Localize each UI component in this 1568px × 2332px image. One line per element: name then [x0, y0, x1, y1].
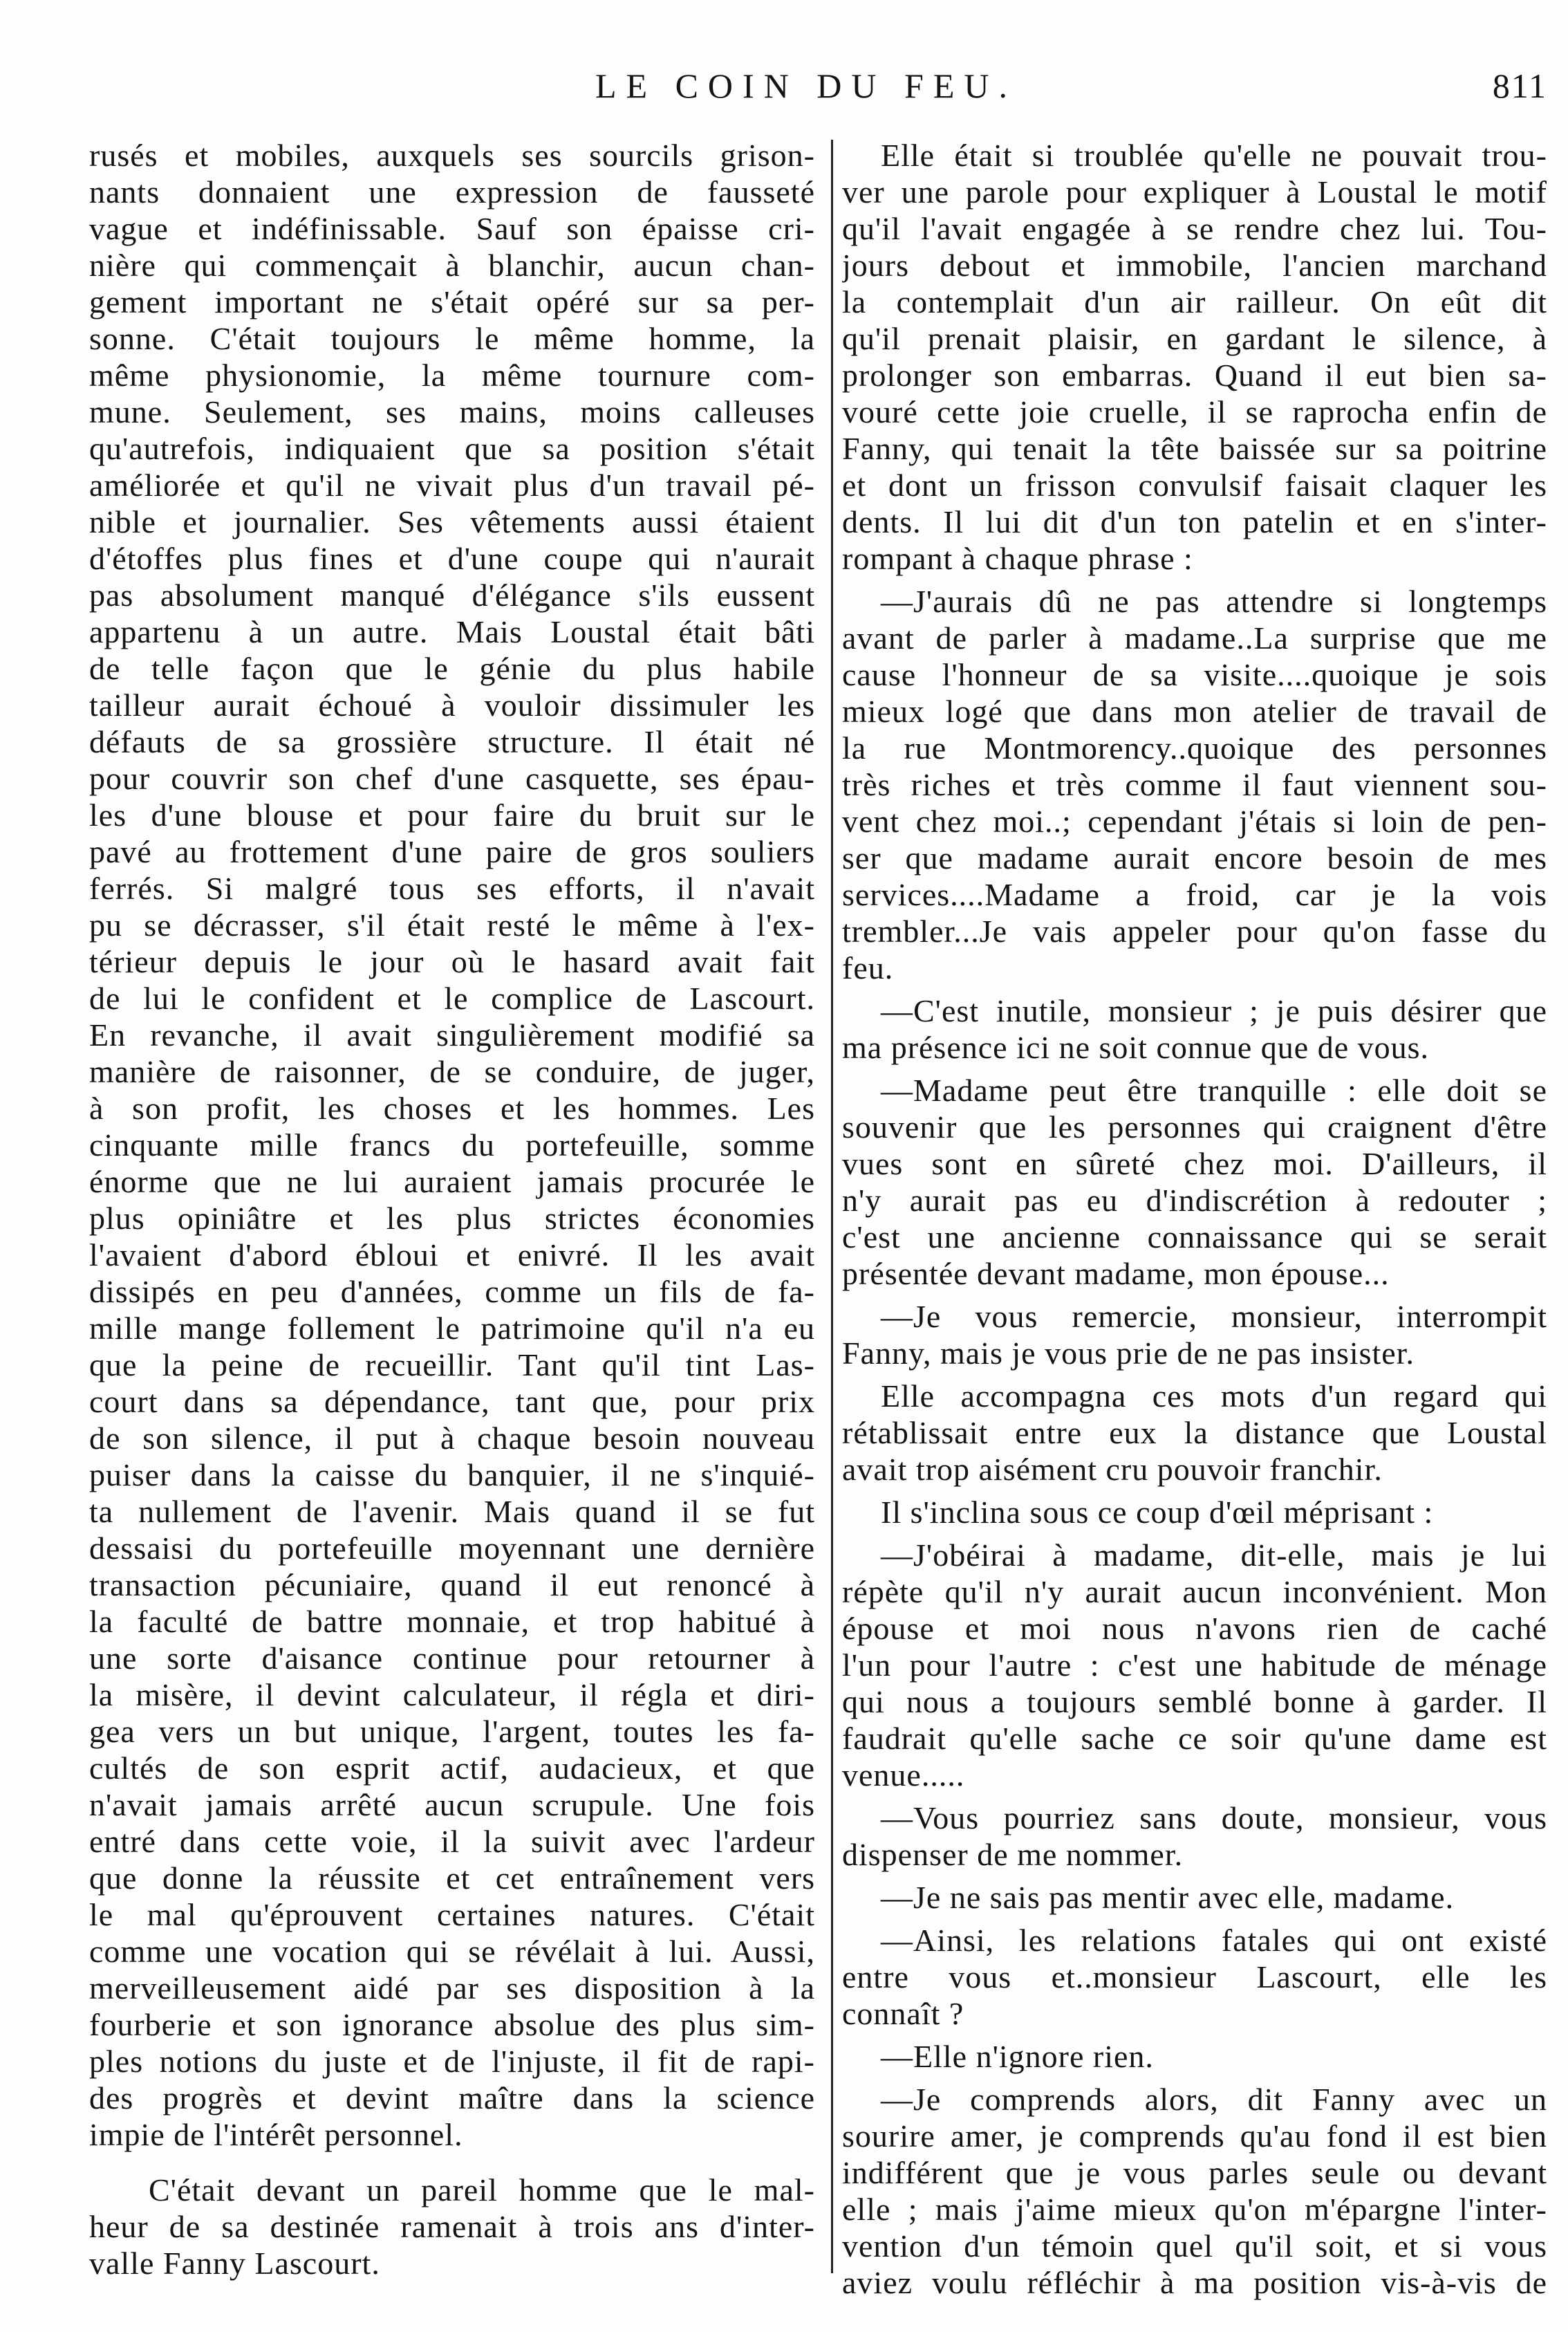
text-line: —Madame peut être tranquille : elle doit se [881, 1073, 1547, 1108]
text-line: faudrait qu'elle sache ce soir qu'une dame est [842, 1721, 1547, 1756]
text-line: la faculté de battre monnaie, et trop habitué à [89, 1604, 815, 1639]
text-line: la contemplait d'un air railleur. On eût dit [842, 284, 1547, 320]
text-line: nière qui commençait à blanchir, aucun chan- [89, 248, 815, 283]
page-number: 811 [1492, 66, 1547, 105]
text-line: vent chez moi..; cependant j'étais si loin de pen- [842, 804, 1547, 839]
text-line: prolonger son embarras. Quand il eut bien sa- [842, 358, 1547, 393]
text-line: C'était devant un pareil homme que le mal- [149, 2172, 815, 2208]
text-line: dents. Il lui dit d'un ton patelin et en s'inter- [842, 504, 1547, 539]
text-line: de telle façon que le génie du plus habile [89, 651, 815, 686]
text-line: avant de parler à madame..La surprise que me [842, 620, 1547, 656]
text-line: Fanny, qui tenait la tête baissée sur sa poitrine [842, 431, 1547, 466]
text-line: Il s'inclina sous ce coup d'œil méprisant : [881, 1494, 1434, 1530]
paragraph [842, 2081, 1547, 2301]
paragraph [842, 1298, 1547, 1371]
paragraph [842, 2038, 1547, 2075]
text-line: énorme que ne lui auraient jamais procurée le [89, 1164, 815, 1199]
text-line: merveilleusement aidé par ses disposition à la [89, 1970, 815, 2006]
text-line: présentée devant madame, mon épouse... [842, 1256, 1390, 1291]
text-line: vague et indéfinissable. Sauf son épaisse cri- [89, 211, 815, 246]
text-line: des progrès et devint maître dans la science [89, 2080, 815, 2116]
paragraph [89, 137, 815, 2153]
text-line: connaît ? [842, 1996, 964, 2031]
text-line: c'est une ancienne connaissance qui se serait [842, 1219, 1547, 1255]
text-line: que la peine de recueillir. Tant qu'il tint Las- [89, 1347, 815, 1382]
text-line: trembler...Je vais appeler pour qu'on fasse du [842, 914, 1547, 949]
text-line: feu. [842, 950, 894, 985]
text-line: Elle était si troublée qu'elle ne pouvait trou- [881, 138, 1547, 173]
text-line: comme une vocation qui se révélait à lui. Aussi, [89, 1934, 815, 1969]
text-line: entré dans cette voie, il la suivit avec l'ardeur [89, 1824, 815, 1859]
text-line: améliorée et qu'il ne vivait plus d'un travail pé- [89, 468, 815, 503]
text-line: valle Fanny Lascourt. [89, 2246, 380, 2281]
text-line: transaction pécuniaire, quand il eut renoncé à [89, 1567, 815, 1602]
text-line: venue..... [842, 1757, 965, 1793]
paragraph [842, 137, 1547, 577]
paragraph [842, 1378, 1547, 1488]
paragraph [842, 1072, 1547, 1292]
text-line: dispenser de me nommer. [842, 1837, 1184, 1872]
text-line: entre vous et..monsieur Lascourt, elle les [842, 1959, 1547, 1995]
text-line: même physionomie, la même tournure com- [89, 358, 815, 393]
text-line: répète qu'il n'y aurait aucun inconvénient. Mon [842, 1574, 1547, 1609]
text-line: ta nullement de l'avenir. Mais quand il se fut [89, 1494, 815, 1529]
text-line: une sorte d'aisance continue pour retourner à [89, 1640, 815, 1676]
column-divider [831, 140, 833, 2273]
text-line: défauts de sa grossière structure. Il était né [89, 724, 815, 759]
text-line: rompant à chaque phrase : [842, 541, 1193, 576]
text-line: d'étoffes plus fines et d'une coupe qui n'aurait [89, 541, 815, 576]
text-line: —Elle n'ignore rien. [881, 2039, 1154, 2074]
text-line: de son silence, il put à chaque besoin nouveau [89, 1421, 815, 1456]
text-line: mieux logé que dans mon atelier de travail de [842, 694, 1547, 729]
paragraph [842, 1799, 1547, 1873]
text-line: n'avait jamais arrêté aucun scrupule. Une fois [89, 1787, 815, 1822]
text-line: ver une parole pour expliquer à Loustal le motif [842, 174, 1547, 210]
text-line: jours debout et immobile, l'ancien marchand [842, 248, 1547, 283]
text-line: dissipés en peu d'années, comme un fils de fa- [89, 1274, 815, 1309]
text-line: elle ; mais j'aime mieux qu'on m'épargne l'inter- [842, 2192, 1547, 2227]
text-line: l'avaient d'abord ébloui et enivré. Il les avait [89, 1237, 815, 1273]
text-line: rétablissait entre eux la distance que Loustal [842, 1415, 1547, 1450]
text-line: cinquante mille francs du portefeuille, somme [89, 1127, 815, 1163]
text-line: gea vers un but unique, l'argent, toutes les fa- [89, 1714, 815, 1749]
text-line: indifférent que je vous parles seule ou devant [842, 2155, 1547, 2190]
text-line: —Je comprends alors, dit Fanny avec un [881, 2082, 1547, 2117]
text-line: nible et journalier. Ses vêtements aussi étaient [89, 504, 815, 539]
text-line: En revanche, il avait singulièrement modifié sa [89, 1017, 815, 1053]
text-line: la misère, il devint calculateur, il régla et diri- [89, 1677, 815, 1712]
text-line: les d'une blouse et pour faire du bruit sur le [89, 797, 815, 833]
text-line: la rue Montmorency..quoique des personnes [842, 730, 1547, 766]
paragraph [842, 1494, 1547, 1530]
text-line: qu'il prenait plaisir, en gardant le silence, à [842, 321, 1547, 356]
right-column [842, 137, 1547, 2301]
text-line: dessaisi du portefeuille moyennant une dernière [89, 1530, 815, 1566]
text-line: cultés de son esprit actif, audacieux, et que [89, 1750, 815, 1786]
text-line: l'un pour l'autre : c'est une habitude de ménage [842, 1647, 1547, 1683]
text-line: le mal qu'éprouvent certaines natures. C'était [89, 1897, 815, 1932]
text-line: que donne la réussite et cet entraînement vers [89, 1860, 815, 1896]
text-line: pu se décrasser, s'il était resté le même à l'ex- [89, 907, 815, 943]
text-line: —C'est inutile, monsieur ; je puis désirer que [881, 993, 1547, 1028]
text-line: heur de sa destinée ramenait à trois ans d'inter- [89, 2209, 815, 2244]
text-line: —Vous pourriez sans doute, monsieur, vous [881, 1800, 1547, 1835]
text-line: —Ainsi, les relations fatales qui ont existé [881, 1923, 1547, 1958]
text-line: ma présence ici ne soit connue que de vous. [842, 1030, 1430, 1065]
text-line: épouse et moi nous n'avons rien de caché [842, 1611, 1547, 1646]
text-line: qui nous a toujours semblé bonne à garder. Il [842, 1684, 1547, 1719]
text-line: Fanny, mais je vous prie de ne pas insister. [842, 1335, 1415, 1371]
text-line: sonne. C'était toujours le même homme, la [89, 321, 815, 356]
text-line: ser que madame aurait encore besoin de mes [842, 840, 1547, 876]
paragraph [842, 1879, 1547, 1916]
text-line: —Je vous remercie, monsieur, interrompit [881, 1299, 1547, 1334]
text-line: térieur depuis le jour où le hasard avait fait [89, 944, 815, 979]
text-line: services....Madame a froid, car je la vois [842, 877, 1547, 912]
text-line: cause l'honneur de sa visite....quoique je sois [842, 657, 1547, 692]
text-line: aviez voulu réfléchir à ma position vis-à-vis de [842, 2265, 1547, 2300]
text-line: fourberie et son ignorance absolue des plus sim- [89, 2007, 815, 2042]
text-line: impie de l'intérêt personnel. [89, 2117, 463, 2152]
paragraph [842, 1537, 1547, 1793]
left-column [89, 137, 815, 2282]
text-line: qu'il l'avait engagée à se rendre chez lui. Tou- [842, 211, 1547, 246]
text-line: de lui le confident et le complice de Lascourt. [89, 981, 815, 1016]
text-line: court dans sa dépendance, tant que, pour prix [89, 1384, 815, 1419]
text-line: manière de raisonner, de se conduire, de juger, [89, 1054, 815, 1089]
text-line: mille mange follement le patrimoine qu'il n'a eu [89, 1311, 815, 1346]
text-line: —J'aurais dû ne pas attendre si longtemps [881, 584, 1547, 619]
text-line: très riches et très comme il faut viennent sou- [842, 767, 1547, 802]
text-line: rusés et mobiles, auxquels ses sourcils grison- [89, 138, 815, 173]
paragraph [89, 2172, 815, 2282]
text-line: —Je ne sais pas mentir avec elle, madame. [881, 1880, 1455, 1915]
text-line: et dont un frisson convulsif faisait claquer les [842, 468, 1547, 503]
paragraph [842, 1922, 1547, 2032]
text-line: qu'autrefois, indiquaient que sa position s'était [89, 431, 815, 466]
text-line: pas absolument manqué d'élégance s'ils eussent [89, 577, 815, 613]
text-line: plus opiniâtre et les plus strictes économies [89, 1201, 815, 1236]
running-head: LE COIN DU FEU. [595, 66, 1017, 105]
text-line: pavé au frottement d'une paire de gros souliers [89, 834, 815, 869]
text-line: —J'obéirai à madame, dit-elle, mais je lui [881, 1537, 1547, 1573]
text-line: vention d'un témoin quel qu'il soit, et si vous [842, 2228, 1547, 2264]
text-line: ples notions du juste et de l'injuste, il fit de rapi- [89, 2044, 815, 2079]
text-line: puiser dans la caisse du banquier, il ne s'inquié- [89, 1457, 815, 1492]
text-line: souvenir que les personnes qui craignent d'être [842, 1109, 1547, 1145]
text-line: tailleur aurait échoué à vouloir dissimuler les [89, 687, 815, 723]
text-line: mune. Seulement, ses mains, moins calleuses [89, 394, 815, 429]
text-line: n'y aurait pas eu d'indiscrétion à redouter ; [842, 1183, 1547, 1218]
text-line: ferrés. Si malgré tous ses efforts, il n'avait [89, 871, 815, 906]
text-line: nants donnaient une expression de fausseté [89, 174, 815, 210]
text-line: vues sont en sûreté chez moi. D'ailleurs, il [842, 1146, 1547, 1181]
paragraph [842, 583, 1547, 986]
text-line: gement important ne s'était opéré sur sa per- [89, 284, 815, 320]
text-line: pour couvrir son chef d'une casquette, ses épau- [89, 761, 815, 796]
text-line: à son profit, les choses et les hommes. Les [89, 1091, 815, 1126]
text-line: vouré cette joie cruelle, il se raprocha enfin de [842, 394, 1547, 429]
text-line: sourire amer, je comprends qu'au fond il est bien [842, 2118, 1547, 2154]
text-line: Elle accompagna ces mots d'un regard qui [881, 1378, 1547, 1414]
text-line: avait trop aisément cru pouvoir franchir. [842, 1452, 1383, 1487]
text-line: appartenu à un autre. Mais Loustal était bâti [89, 614, 815, 649]
paragraph [842, 992, 1547, 1066]
